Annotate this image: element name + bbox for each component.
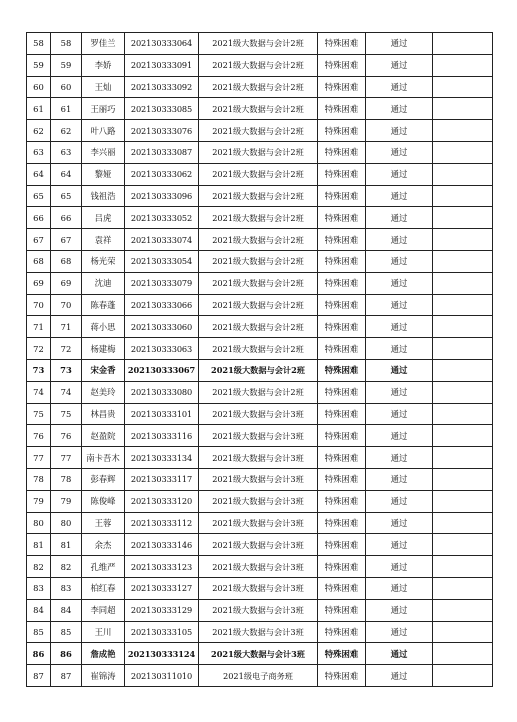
number-cell: 58: [51, 33, 82, 55]
number-cell: 87: [51, 665, 82, 687]
note-cell: [433, 250, 493, 272]
student-id-cell: 202130333117: [125, 468, 199, 490]
name-cell: 余杰: [82, 534, 125, 556]
student-id-cell: 202130333112: [125, 512, 199, 534]
student-id-cell: 202130333062: [125, 163, 199, 185]
student-id-cell: 202130333124: [125, 643, 199, 665]
name-cell: 林昌贵: [82, 403, 125, 425]
student-id-cell: 202130333123: [125, 556, 199, 578]
student-id-cell: 202130333146: [125, 534, 199, 556]
class-cell: 2021级大数据与会计2班: [199, 120, 318, 142]
name-cell: 赵美玲: [82, 381, 125, 403]
student-id-cell: 202130333127: [125, 577, 199, 599]
name-cell: 赵盈院: [82, 425, 125, 447]
category-cell: 特殊困难: [318, 468, 366, 490]
number-cell: 63: [51, 141, 82, 163]
note-cell: [433, 490, 493, 512]
result-cell: 通过: [366, 403, 433, 425]
class-cell: 2021级大数据与会计2班: [199, 272, 318, 294]
number-cell: 66: [51, 207, 82, 229]
number-cell: 61: [51, 98, 82, 120]
table-row: [27, 468, 493, 490]
seq-cell: 77: [27, 447, 51, 469]
student-id-cell: 202130333067: [125, 359, 199, 381]
student-id-cell: 202130333096: [125, 185, 199, 207]
result-cell: 通过: [366, 512, 433, 534]
note-cell: [433, 33, 493, 55]
name-cell: 李兴丽: [82, 141, 125, 163]
result-cell: 通过: [366, 468, 433, 490]
name-cell: 彭春辉: [82, 468, 125, 490]
result-cell: 通过: [366, 294, 433, 316]
seq-cell: 67: [27, 229, 51, 251]
number-cell: 79: [51, 490, 82, 512]
student-id-cell: 202130333080: [125, 381, 199, 403]
note-cell: [433, 163, 493, 185]
category-cell: 特殊困难: [318, 599, 366, 621]
table-row: [27, 643, 493, 665]
note-cell: [433, 599, 493, 621]
number-cell: 76: [51, 425, 82, 447]
note-cell: [433, 98, 493, 120]
result-cell: 通过: [366, 207, 433, 229]
number-cell: 71: [51, 316, 82, 338]
number-cell: 67: [51, 229, 82, 251]
name-cell: 杨建梅: [82, 338, 125, 360]
table-row: [27, 665, 493, 687]
category-cell: 特殊困难: [318, 120, 366, 142]
student-id-cell: 202130333091: [125, 54, 199, 76]
result-cell: 通过: [366, 120, 433, 142]
class-cell: 2021级大数据与会计2班: [199, 229, 318, 251]
seq-cell: 64: [27, 163, 51, 185]
class-cell: 2021级大数据与会计2班: [199, 76, 318, 98]
table-row: [27, 120, 493, 142]
name-cell: 宋金香: [82, 359, 125, 381]
class-cell: 2021级大数据与会计3班: [199, 577, 318, 599]
seq-cell: 61: [27, 98, 51, 120]
name-cell: 王丽巧: [82, 98, 125, 120]
student-id-cell: 202130333074: [125, 229, 199, 251]
class-cell: 2021级大数据与会计2班: [199, 250, 318, 272]
result-cell: 通过: [366, 316, 433, 338]
name-cell: 杨光荣: [82, 250, 125, 272]
table-row: [27, 54, 493, 76]
note-cell: [433, 229, 493, 251]
note-cell: [433, 359, 493, 381]
result-cell: 通过: [366, 163, 433, 185]
result-cell: 通过: [366, 229, 433, 251]
note-cell: [433, 54, 493, 76]
seq-cell: 79: [27, 490, 51, 512]
student-id-cell: 202130333060: [125, 316, 199, 338]
table-row: [27, 534, 493, 556]
name-cell: 蒋小思: [82, 316, 125, 338]
class-cell: 2021级大数据与会计3班: [199, 403, 318, 425]
number-cell: 78: [51, 468, 82, 490]
number-cell: 86: [51, 643, 82, 665]
result-cell: 通过: [366, 33, 433, 55]
number-cell: 65: [51, 185, 82, 207]
class-cell: 2021级大数据与会计2班: [199, 33, 318, 55]
category-cell: 特殊困难: [318, 425, 366, 447]
category-cell: 特殊困难: [318, 33, 366, 55]
student-id-cell: 202130333066: [125, 294, 199, 316]
result-cell: 通过: [366, 621, 433, 643]
number-cell: 70: [51, 294, 82, 316]
class-cell: 2021级大数据与会计3班: [199, 643, 318, 665]
category-cell: 特殊困难: [318, 512, 366, 534]
table-row: [27, 76, 493, 98]
result-cell: 通过: [366, 381, 433, 403]
name-cell: 南卡吾木: [82, 447, 125, 469]
student-id-cell: 202130333052: [125, 207, 199, 229]
number-cell: 82: [51, 556, 82, 578]
table-row: [27, 577, 493, 599]
note-cell: [433, 512, 493, 534]
result-cell: 通过: [366, 556, 433, 578]
note-cell: [433, 577, 493, 599]
table-row: [27, 141, 493, 163]
result-cell: 通过: [366, 359, 433, 381]
number-cell: 84: [51, 599, 82, 621]
number-cell: 77: [51, 447, 82, 469]
class-cell: 2021级大数据与会计3班: [199, 425, 318, 447]
class-cell: 2021级大数据与会计2班: [199, 185, 318, 207]
class-cell: 2021级大数据与会计3班: [199, 621, 318, 643]
name-cell: 叶八路: [82, 120, 125, 142]
name-cell: 柏红春: [82, 577, 125, 599]
seq-cell: 69: [27, 272, 51, 294]
student-id-cell: 202130333129: [125, 599, 199, 621]
result-cell: 通过: [366, 490, 433, 512]
category-cell: 特殊困难: [318, 359, 366, 381]
student-id-cell: 202130333054: [125, 250, 199, 272]
table-row: [27, 98, 493, 120]
class-cell: 2021级大数据与会计3班: [199, 556, 318, 578]
class-cell: 2021级大数据与会计2班: [199, 338, 318, 360]
class-cell: 2021级大数据与会计2班: [199, 54, 318, 76]
seq-cell: 62: [27, 120, 51, 142]
result-cell: 通过: [366, 54, 433, 76]
table-row: [27, 229, 493, 251]
name-cell: 王灿: [82, 76, 125, 98]
roster-body: [27, 33, 493, 687]
student-id-cell: 202130333079: [125, 272, 199, 294]
category-cell: 特殊困难: [318, 294, 366, 316]
note-cell: [433, 425, 493, 447]
result-cell: 通过: [366, 141, 433, 163]
seq-cell: 58: [27, 33, 51, 55]
table-row: [27, 512, 493, 534]
name-cell: 沈迪: [82, 272, 125, 294]
note-cell: [433, 403, 493, 425]
seq-cell: 73: [27, 359, 51, 381]
student-id-cell: 202130333105: [125, 621, 199, 643]
number-cell: 75: [51, 403, 82, 425]
name-cell: 袁祥: [82, 229, 125, 251]
table-row: [27, 447, 493, 469]
table-row: [27, 359, 493, 381]
category-cell: 特殊困难: [318, 381, 366, 403]
document-page: [26, 32, 492, 687]
note-cell: [433, 338, 493, 360]
number-cell: 73: [51, 359, 82, 381]
category-cell: 特殊困难: [318, 207, 366, 229]
category-cell: 特殊困难: [318, 316, 366, 338]
student-id-cell: 202130333134: [125, 447, 199, 469]
seq-cell: 76: [27, 425, 51, 447]
name-cell: 吕虎: [82, 207, 125, 229]
name-cell: 詹成艳: [82, 643, 125, 665]
class-cell: 2021级大数据与会计3班: [199, 534, 318, 556]
name-cell: 陈春蓬: [82, 294, 125, 316]
note-cell: [433, 316, 493, 338]
note-cell: [433, 447, 493, 469]
number-cell: 74: [51, 381, 82, 403]
result-cell: 通过: [366, 577, 433, 599]
category-cell: 特殊困难: [318, 250, 366, 272]
category-cell: 特殊困难: [318, 534, 366, 556]
class-cell: 2021级大数据与会计2班: [199, 141, 318, 163]
category-cell: 特殊困难: [318, 447, 366, 469]
class-cell: 2021级大数据与会计3班: [199, 599, 318, 621]
class-cell: 2021级电子商务班: [199, 665, 318, 687]
result-cell: 通过: [366, 250, 433, 272]
category-cell: 特殊困难: [318, 229, 366, 251]
number-cell: 59: [51, 54, 82, 76]
name-cell: 李娇: [82, 54, 125, 76]
result-cell: 通过: [366, 665, 433, 687]
seq-cell: 60: [27, 76, 51, 98]
table-row: [27, 621, 493, 643]
class-cell: 2021级大数据与会计2班: [199, 163, 318, 185]
seq-cell: 71: [27, 316, 51, 338]
class-cell: 2021级大数据与会计2班: [199, 294, 318, 316]
seq-cell: 70: [27, 294, 51, 316]
table-row: [27, 403, 493, 425]
seq-cell: 84: [27, 599, 51, 621]
result-cell: 通过: [366, 98, 433, 120]
table-row: [27, 381, 493, 403]
class-cell: 2021级大数据与会计3班: [199, 468, 318, 490]
table-row: [27, 294, 493, 316]
seq-cell: 65: [27, 185, 51, 207]
seq-cell: 80: [27, 512, 51, 534]
number-cell: 80: [51, 512, 82, 534]
result-cell: 通过: [366, 447, 433, 469]
note-cell: [433, 621, 493, 643]
note-cell: [433, 468, 493, 490]
student-id-cell: 202130333087: [125, 141, 199, 163]
category-cell: 特殊困难: [318, 163, 366, 185]
seq-cell: 85: [27, 621, 51, 643]
class-cell: 2021级大数据与会计2班: [199, 207, 318, 229]
note-cell: [433, 272, 493, 294]
table-row: [27, 556, 493, 578]
table-row: [27, 338, 493, 360]
class-cell: 2021级大数据与会计2班: [199, 316, 318, 338]
name-cell: 王川: [82, 621, 125, 643]
table-row: [27, 272, 493, 294]
number-cell: 69: [51, 272, 82, 294]
seq-cell: 59: [27, 54, 51, 76]
note-cell: [433, 207, 493, 229]
table-row: [27, 163, 493, 185]
category-cell: 特殊困难: [318, 76, 366, 98]
category-cell: 特殊困难: [318, 621, 366, 643]
result-cell: 通过: [366, 643, 433, 665]
category-cell: 特殊困难: [318, 556, 366, 578]
note-cell: [433, 534, 493, 556]
class-cell: 2021级大数据与会计3班: [199, 490, 318, 512]
category-cell: 特殊困难: [318, 490, 366, 512]
table-row: [27, 599, 493, 621]
name-cell: 陈俊峰: [82, 490, 125, 512]
seq-cell: 75: [27, 403, 51, 425]
note-cell: [433, 665, 493, 687]
seq-cell: 86: [27, 643, 51, 665]
table-row: [27, 185, 493, 207]
seq-cell: 87: [27, 665, 51, 687]
class-cell: 2021级大数据与会计2班: [199, 98, 318, 120]
seq-cell: 63: [27, 141, 51, 163]
table-row: [27, 316, 493, 338]
category-cell: 特殊困难: [318, 98, 366, 120]
name-cell: 钱祖浩: [82, 185, 125, 207]
student-id-cell: 202130311010: [125, 665, 199, 687]
name-cell: 李同超: [82, 599, 125, 621]
note-cell: [433, 76, 493, 98]
category-cell: 特殊困难: [318, 54, 366, 76]
student-id-cell: 202130333076: [125, 120, 199, 142]
seq-cell: 68: [27, 250, 51, 272]
student-id-cell: 202130333085: [125, 98, 199, 120]
name-cell: 罗佳兰: [82, 33, 125, 55]
student-id-cell: 202130333120: [125, 490, 199, 512]
table-row: [27, 490, 493, 512]
student-id-cell: 202130333064: [125, 33, 199, 55]
note-cell: [433, 141, 493, 163]
category-cell: 特殊困难: [318, 338, 366, 360]
category-cell: 特殊困难: [318, 665, 366, 687]
class-cell: 2021级大数据与会计3班: [199, 512, 318, 534]
class-cell: 2021级大数据与会计3班: [199, 447, 318, 469]
seq-cell: 82: [27, 556, 51, 578]
table-row: [27, 250, 493, 272]
category-cell: 特殊困难: [318, 643, 366, 665]
number-cell: 60: [51, 76, 82, 98]
result-cell: 通过: [366, 425, 433, 447]
seq-cell: 72: [27, 338, 51, 360]
name-cell: 孔维严: [82, 556, 125, 578]
note-cell: [433, 556, 493, 578]
note-cell: [433, 643, 493, 665]
category-cell: 特殊困难: [318, 141, 366, 163]
name-cell: 崔锦涛: [82, 665, 125, 687]
result-cell: 通过: [366, 272, 433, 294]
note-cell: [433, 185, 493, 207]
seq-cell: 81: [27, 534, 51, 556]
category-cell: 特殊困难: [318, 403, 366, 425]
student-id-cell: 202130333092: [125, 76, 199, 98]
table-row: [27, 33, 493, 55]
note-cell: [433, 120, 493, 142]
category-cell: 特殊困难: [318, 577, 366, 599]
student-roster-table: [26, 32, 493, 687]
table-row: [27, 425, 493, 447]
note-cell: [433, 381, 493, 403]
category-cell: 特殊困难: [318, 272, 366, 294]
seq-cell: 74: [27, 381, 51, 403]
result-cell: 通过: [366, 599, 433, 621]
result-cell: 通过: [366, 185, 433, 207]
number-cell: 83: [51, 577, 82, 599]
number-cell: 62: [51, 120, 82, 142]
table-row: [27, 207, 493, 229]
student-id-cell: 202130333116: [125, 425, 199, 447]
name-cell: 黎娅: [82, 163, 125, 185]
number-cell: 72: [51, 338, 82, 360]
result-cell: 通过: [366, 534, 433, 556]
result-cell: 通过: [366, 76, 433, 98]
result-cell: 通过: [366, 338, 433, 360]
class-cell: 2021级大数据与会计2班: [199, 359, 318, 381]
number-cell: 85: [51, 621, 82, 643]
number-cell: 68: [51, 250, 82, 272]
seq-cell: 66: [27, 207, 51, 229]
category-cell: 特殊困难: [318, 185, 366, 207]
seq-cell: 83: [27, 577, 51, 599]
number-cell: 81: [51, 534, 82, 556]
note-cell: [433, 294, 493, 316]
seq-cell: 78: [27, 468, 51, 490]
number-cell: 64: [51, 163, 82, 185]
student-id-cell: 202130333101: [125, 403, 199, 425]
student-id-cell: 202130333063: [125, 338, 199, 360]
class-cell: 2021级大数据与会计2班: [199, 381, 318, 403]
name-cell: 王蓉: [82, 512, 125, 534]
